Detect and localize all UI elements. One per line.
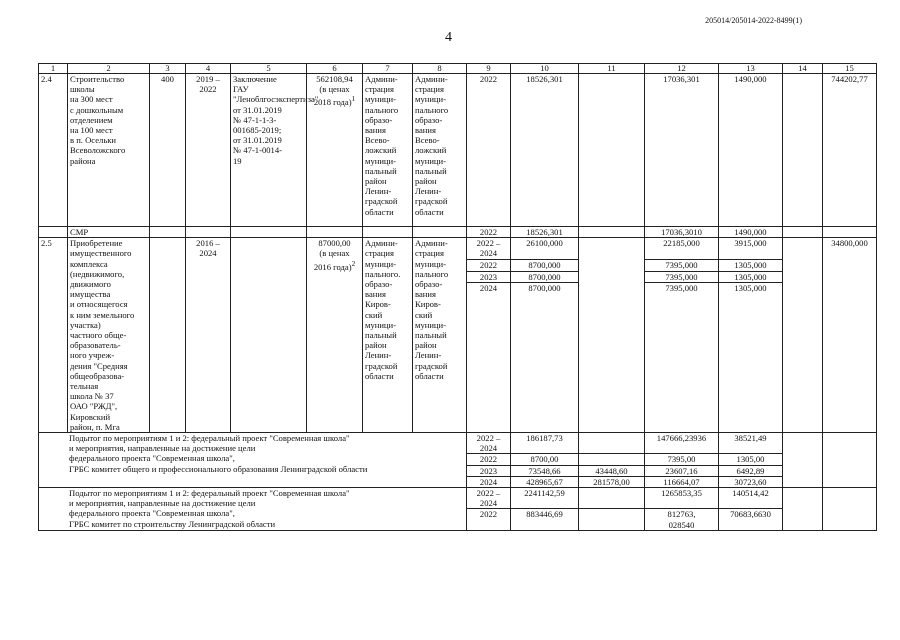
smr-label: СМР bbox=[68, 227, 150, 238]
amount-local: 1305,000 bbox=[719, 260, 783, 271]
amount-total: 26100,000 bbox=[511, 238, 579, 260]
cost-text: 87000,00 (в ценах 2016 года) bbox=[313, 238, 352, 272]
year: 2022 bbox=[467, 509, 511, 530]
customer: Админи- страция муници- пального образо- вания Всево- ложский муници- пальный район Ленин- градской области bbox=[363, 74, 413, 227]
amount-total: 8700,000 bbox=[511, 260, 579, 271]
amount-remaining: 34800,000 bbox=[823, 238, 877, 433]
subtotal-row bbox=[39, 488, 877, 509]
subtotal-row bbox=[39, 433, 877, 454]
amount-local: 6492,89 bbox=[719, 465, 783, 476]
year: 2022 bbox=[467, 260, 511, 271]
col-header: 6 bbox=[307, 64, 363, 74]
year: 2022 bbox=[467, 454, 511, 465]
capacity: 400 bbox=[150, 74, 186, 227]
amount-regional: 22185,000 bbox=[645, 238, 719, 260]
amount-total: 8700,000 bbox=[511, 271, 579, 282]
amount-regional: 7395,000 bbox=[645, 260, 719, 271]
table-row bbox=[39, 238, 877, 260]
amount-regional: 1265853,35 bbox=[645, 488, 719, 509]
year: 2023 bbox=[467, 465, 511, 476]
amount-federal bbox=[579, 509, 645, 530]
year: 2022 bbox=[467, 74, 511, 227]
amount-federal bbox=[579, 454, 645, 465]
estimated-cost bbox=[307, 238, 363, 433]
period: 2016 – 2024 bbox=[186, 238, 231, 433]
col-header: 15 bbox=[823, 64, 877, 74]
period: 2019 – 2022 bbox=[186, 74, 231, 227]
amount-regional: 812763, 028540 bbox=[645, 509, 719, 530]
amount-total: 883446,69 bbox=[511, 509, 579, 530]
expert-conclusion: Заключение ГАУ "Леноблгосэкспертиза" от 31.01.2019 № 47-1-1-3- 001685-2019; от 31.01.2019 № 47-1-0014- 19 bbox=[231, 74, 307, 227]
amount-local: 38521,49 bbox=[719, 433, 783, 454]
amount-federal bbox=[579, 433, 645, 454]
year: 2024 bbox=[467, 476, 511, 487]
col-header: 5 bbox=[231, 64, 307, 74]
col-header: 2 bbox=[68, 64, 150, 74]
budget-table bbox=[38, 63, 877, 531]
amount-federal bbox=[579, 74, 645, 227]
amount-remaining: 744202,77 bbox=[823, 74, 877, 227]
year: 2022 – 2024 bbox=[467, 238, 511, 260]
amount-local: 1305,00 bbox=[719, 454, 783, 465]
col-header: 14 bbox=[783, 64, 823, 74]
object-name: Строительство школы на 300 мест с дошкольным отделением на 100 мест в п. Осельки Всеволожского района bbox=[68, 74, 150, 227]
col-header: 9 bbox=[467, 64, 511, 74]
amount-local: 1305,000 bbox=[719, 271, 783, 282]
object-name: Приобретение имущественного комплекса (недвижимого, движимого имущества и относящегося к ним земельного участка) частного обще- образователь- ного учреж- дения "Средняя общеобразова- тельная школа № 37 ОАО "РЖД", Кировский район, п. Мга bbox=[68, 238, 150, 433]
subtotal-label: Подытог по мероприятиям 1 и 2: федеральный проект "Современная школа" и мероприятия, направленные на достижение цели федерального проекта "Современная школа", ГРБС комитет по строительству Ленинградской области bbox=[39, 488, 467, 531]
col-header: 4 bbox=[186, 64, 231, 74]
amount-local: 1490,000 bbox=[719, 74, 783, 227]
amount-regional: 7395,000 bbox=[645, 271, 719, 282]
amount-other bbox=[783, 74, 823, 227]
table-row bbox=[39, 74, 877, 227]
col-header: 11 bbox=[579, 64, 645, 74]
year: 2022 – 2024 bbox=[467, 433, 511, 454]
amount-federal: 43448,60 bbox=[579, 465, 645, 476]
amount-federal bbox=[579, 488, 645, 509]
amount-regional: 23607,16 bbox=[645, 465, 719, 476]
amount-regional: 147666,23936 bbox=[645, 433, 719, 454]
amount-total: 18526,301 bbox=[511, 227, 579, 238]
amount-local: 3915,000 bbox=[719, 238, 783, 260]
amount-local: 1490,000 bbox=[719, 227, 783, 238]
row-number: 2.5 bbox=[39, 238, 68, 433]
col-header: 12 bbox=[645, 64, 719, 74]
year: 2023 bbox=[467, 271, 511, 282]
amount-regional: 7395,00 bbox=[645, 454, 719, 465]
amount-federal: 281578,00 bbox=[579, 476, 645, 487]
document-id: 205014/205014-2022-8499(1) bbox=[705, 16, 802, 25]
amount-local: 1305,000 bbox=[719, 283, 783, 433]
table-row bbox=[39, 227, 877, 238]
estimated-cost bbox=[307, 74, 363, 227]
amount-regional: 116664,07 bbox=[645, 476, 719, 487]
footnote-mark: 1 bbox=[351, 95, 356, 104]
col-header: 7 bbox=[363, 64, 413, 74]
col-header: 1 bbox=[39, 64, 68, 74]
column-number-row bbox=[39, 64, 877, 74]
year: 2022 – 2024 bbox=[467, 488, 511, 509]
recipient: Админи- страция муници- пального образо- вания Киров- ский муници- пальный район Ленин- градской области bbox=[413, 238, 467, 433]
subtotal-label: Подытог по мероприятиям 1 и 2: федеральный проект "Современная школа" и мероприятия, направленные на достижение цели федерального проекта "Современная школа", ГРБС комитет общего и профессионального образования Ленинградской области bbox=[39, 433, 467, 488]
amount-regional: 17036,3010 bbox=[645, 227, 719, 238]
amount-local: 70683,6630 bbox=[719, 509, 783, 530]
year: 2024 bbox=[467, 283, 511, 433]
amount-local: 30723,60 bbox=[719, 476, 783, 487]
recipient: Админи- страция муници- пального образо- вания Всево- ложский муници- пальный район Ленин- градской области bbox=[413, 74, 467, 227]
amount-total: 73548,66 bbox=[511, 465, 579, 476]
col-header: 8 bbox=[413, 64, 467, 74]
amount-total: 428965,67 bbox=[511, 476, 579, 487]
amount-total: 18526,301 bbox=[511, 74, 579, 227]
year: 2022 bbox=[467, 227, 511, 238]
amount-local: 140514,42 bbox=[719, 488, 783, 509]
col-header: 13 bbox=[719, 64, 783, 74]
amount-total: 186187,73 bbox=[511, 433, 579, 454]
col-header: 10 bbox=[511, 64, 579, 74]
col-header: 3 bbox=[150, 64, 186, 74]
customer: Админи- страция муници- пального. образо- вания Киров- ский муници- пальный район Ленин- градской области bbox=[363, 238, 413, 433]
amount-regional: 17036,301 bbox=[645, 74, 719, 227]
cost-text: 562108,94 (в ценах 2018 года) bbox=[313, 74, 353, 108]
amount-regional: 7395,000 bbox=[645, 283, 719, 433]
amount-total: 2241142,59 bbox=[511, 488, 579, 509]
footnote-mark: 2 bbox=[351, 259, 356, 268]
amount-total: 8700,000 bbox=[511, 283, 579, 433]
amount-total: 8700,00 bbox=[511, 454, 579, 465]
row-number: 2.4 bbox=[39, 74, 68, 227]
page-number: 4 bbox=[445, 30, 452, 45]
